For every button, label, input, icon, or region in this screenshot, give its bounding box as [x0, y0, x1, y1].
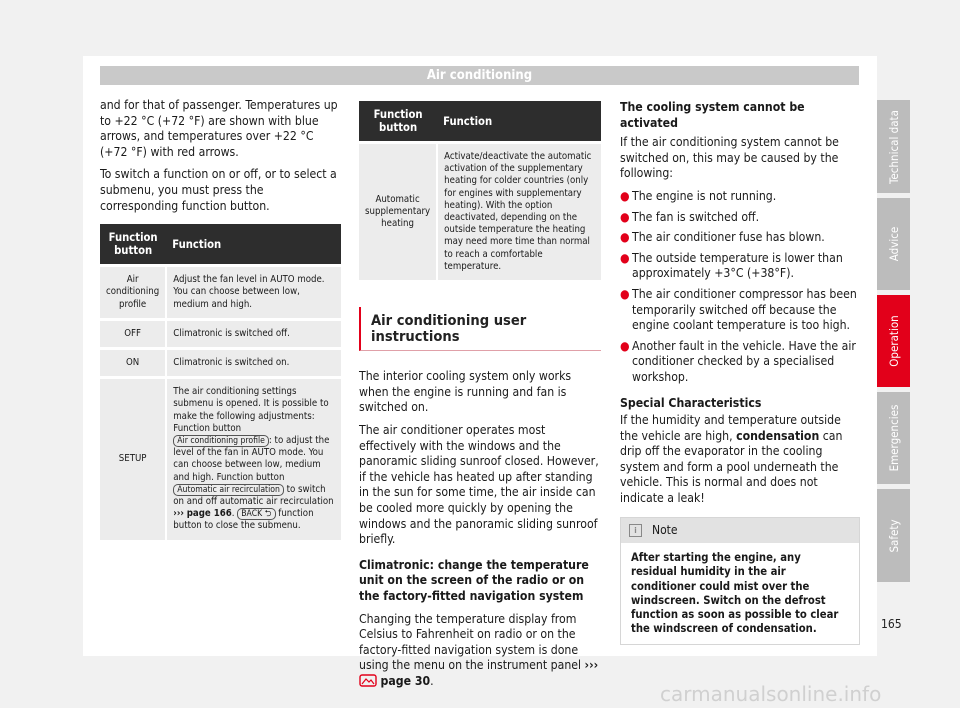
list-item: [620, 251, 860, 282]
cell-button: OFF: [100, 319, 166, 348]
setup-text-e: to switch on and off automatic air recirculation: [173, 483, 334, 507]
watermark: carmanualsonline.info: [660, 682, 882, 706]
tab-label: Advice: [886, 226, 901, 262]
cell-function: Climatronic is switched off.: [166, 319, 341, 348]
condensation-term: condensation: [736, 428, 820, 443]
condensation-paragraph: [620, 413, 860, 507]
page-reference-link[interactable]: page 30: [380, 673, 431, 688]
list-item: [620, 287, 860, 334]
page-reference-link[interactable]: page 166: [186, 508, 232, 520]
temperature-display-text: Changing the temperature display from Celsius to Fahrenheit on radio or on the factory-fitted navigation system is done using the menu on the instrument panel: [359, 611, 582, 673]
period: .: [231, 508, 235, 520]
note-body: After starting the engine, any residual humidity in the air conditioner could mist over the windscreen. Switch on the defrost function as soon as possible to clear the windscreen of condensation.: [631, 551, 839, 636]
list-item-text: The fan is switched off.: [632, 209, 760, 224]
setup-text-c: : to adjust the level of the fan in AUTO mode. You can choose between low, medium and high.: [173, 434, 330, 483]
list-item: [620, 339, 860, 386]
list-item-text: The air conditioner fuse has blown.: [632, 230, 825, 245]
table-row: [100, 378, 341, 540]
table-row: [359, 143, 601, 281]
page-number: 165: [881, 617, 902, 631]
column-2: [359, 101, 601, 697]
setup-text-b: Function button: [173, 422, 242, 434]
condensation-text-a: If the humidity and temperature outside the vehicle are high,: [620, 413, 841, 443]
list-item-text: The engine is not running.: [632, 188, 777, 203]
cell-button: SETUP: [100, 378, 166, 540]
list-item-text: Another fault in the vehicle. Have the air conditioner checked by a specialised workshop.: [632, 338, 856, 384]
tab-operation[interactable]: [877, 295, 910, 387]
cannot-activate-paragraph: If the air conditioning system cannot be switched on, this may be caused by the following:: [620, 135, 839, 181]
bullet-icon: ●: [620, 209, 630, 224]
tab-label: Emergencies: [886, 404, 901, 472]
bullet-icon: ●: [620, 338, 630, 353]
cause-list: [620, 189, 860, 386]
note-box: [620, 517, 860, 646]
cell-function: Activate/deactivate the automatic activation of the supplementary heating for colder countries (only for engines with supplementary heating). With the option deactivated, depending on the outside temperature the heating may need more time than normal to reach a comfortable temperature.: [437, 143, 601, 281]
list-item: [620, 230, 860, 246]
automatic-air-recirculation-button: Automatic air recirculation: [173, 484, 284, 496]
tab-technical-data[interactable]: [877, 100, 910, 193]
bullet-icon: ●: [620, 286, 630, 301]
condensation-text-c: can drip off the evaporator in the cooling system and form a pool underneath the vehicle. This is normal and does not indicate a leak!: [620, 428, 843, 506]
cooling-system-heading: The cooling system cannot be activated: [620, 100, 805, 130]
reference-arrows: ›››: [173, 508, 184, 520]
bullet-icon: ●: [620, 250, 630, 265]
cell-function: [166, 378, 341, 540]
table-header-button: Function button: [359, 101, 437, 143]
back-arrow-icon: ⮌: [264, 509, 272, 520]
note-header: [621, 518, 859, 544]
effectiveness-paragraph: The air conditioner operates most effectively with the windows and the panoramic sliding sunroof closed. However, if the vehicle has heated up after standing in the sun for some time, the air inside can be cooled more quickly by opening the windows and the panoramic sliding sunroof briefly.: [359, 423, 599, 547]
table-header-button: Function button: [100, 224, 166, 266]
tab-advice[interactable]: [877, 198, 910, 290]
climatronic-subheading: Climatronic: change the temperature unit on the screen of the radio or on the factory-fitted navigation system: [359, 557, 589, 603]
bullet-icon: ●: [620, 188, 630, 203]
list-item-text: The air conditioner compressor has been temporarily switched off because the engine coolant temperature is too high.: [632, 286, 857, 333]
tab-label: Operation: [886, 315, 901, 367]
tab-emergencies[interactable]: [877, 392, 910, 484]
cell-button: Air conditioning profile: [100, 266, 166, 320]
special-characteristics-heading: Special Characteristics: [620, 395, 762, 410]
image-reference-icon: [359, 674, 377, 687]
intro-paragraph: and for that of passenger. Temperatures up to +22 °C (+72 °F) are shown with blue arrows, and temperatures over +22 °C (+72 °F) with red arrows.: [100, 98, 338, 159]
cell-function: Adjust the fan level in AUTO mode. You can choose between low, medium and high.: [166, 266, 341, 320]
back-button-label: BACK: [241, 509, 263, 520]
tab-label: Technical data: [886, 109, 901, 184]
cell-function: Climatronic is switched on.: [166, 348, 341, 377]
reference-arrows: ›››: [584, 658, 599, 673]
column-3: [620, 100, 860, 645]
table-row: [100, 319, 341, 348]
air-conditioning-profile-button: Air conditioning profile: [173, 435, 269, 447]
cell-button: Automatic supplementary heating: [359, 143, 437, 281]
list-item: [620, 210, 860, 226]
temperature-display-paragraph: [359, 612, 601, 690]
cell-button: ON: [100, 348, 166, 377]
back-button: [237, 508, 275, 520]
function-table-1: [100, 224, 341, 539]
setup-text-a: The air conditioning settings submenu is opened. It is possible to make the following adjustments:: [173, 386, 329, 422]
page-header: Air conditioning: [100, 66, 859, 85]
switch-paragraph: To switch a function on or off, or to select a submenu, you must press the corresponding function button.: [100, 167, 337, 213]
info-icon: i: [629, 524, 642, 537]
bullet-icon: ●: [620, 230, 630, 245]
table-header-function: Function: [437, 101, 601, 143]
setup-text-f: function button to close the submenu.: [173, 508, 314, 532]
list-item: [620, 189, 860, 205]
function-table-2: [359, 101, 601, 280]
column-1: [100, 98, 341, 540]
setup-text-d: Function button: [216, 471, 285, 483]
note-label: Note: [652, 522, 678, 537]
table-row: [100, 348, 341, 377]
period: .: [430, 673, 434, 688]
table-row: [100, 266, 341, 320]
table-header-function: Function: [166, 224, 341, 266]
tab-safety[interactable]: [877, 489, 910, 582]
section-heading: Air conditioning user instructions: [359, 307, 601, 351]
tab-label: Safety: [886, 518, 901, 553]
cooling-paragraph: The interior cooling system only works when the engine is running and fan is switched on.: [359, 369, 572, 415]
list-item-text: The outside temperature is lower than approximately +3°C (+38°F).: [632, 250, 843, 281]
